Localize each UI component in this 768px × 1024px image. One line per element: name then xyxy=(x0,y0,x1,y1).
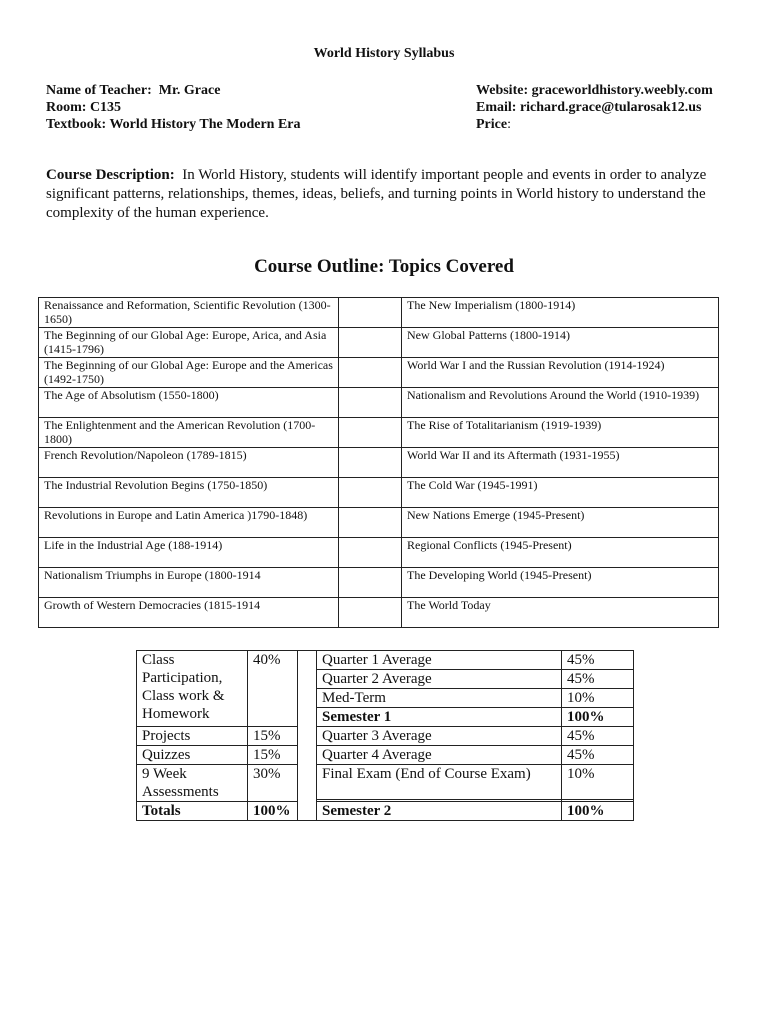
component-name: Quarter 3 Average xyxy=(317,727,562,746)
totals-weight: 100% xyxy=(248,802,298,821)
topic-gap xyxy=(339,538,402,568)
topic-left: The Enlightenment and the American Revolution (1700-1800) xyxy=(39,418,339,448)
topic-right: The Developing World (1945-Present) xyxy=(402,568,719,598)
component-weight: 10% xyxy=(562,689,634,708)
category-weight: 30% xyxy=(248,765,298,802)
topic-gap xyxy=(339,478,402,508)
category-name: Class Participation, Class work & Homework xyxy=(137,651,248,727)
topic-row xyxy=(39,328,719,358)
topic-left: The Beginning of our Global Age: Europe and the Americas (1492-1750) xyxy=(39,358,339,388)
topic-right: The Cold War (1945-1991) xyxy=(402,478,719,508)
topic-right: New Nations Emerge (1945-Present) xyxy=(402,508,719,538)
topic-left: Revolutions in Europe and Latin America )1790-1848) xyxy=(39,508,339,538)
spacer-column xyxy=(298,651,317,821)
topic-left: The Age of Absolutism (1550-1800) xyxy=(39,388,339,418)
price-line: Price: xyxy=(476,117,511,132)
category-name: Projects xyxy=(137,727,248,746)
topic-row xyxy=(39,538,719,568)
topic-row xyxy=(39,448,719,478)
topic-row xyxy=(39,418,719,448)
category-name: 9 Week Assessments xyxy=(137,765,248,802)
semester-1-total: 100% xyxy=(562,708,634,727)
topic-left: Life in the Industrial Age (188-1914) xyxy=(39,538,339,568)
page-title: World History Syllabus xyxy=(313,46,455,61)
component-weight: 45% xyxy=(562,746,634,765)
teacher-label: Name of Teacher: xyxy=(46,83,152,98)
totals-label: Totals xyxy=(137,802,248,821)
category-weight: 40% xyxy=(248,651,298,727)
topic-right: New Global Patterns (1800-1914) xyxy=(402,328,719,358)
grade-row xyxy=(137,802,634,821)
topic-right: Regional Conflicts (1945-Present) xyxy=(402,538,719,568)
topic-left: The Beginning of our Global Age: Europe, Arica, and Asia (1415-1796) xyxy=(39,328,339,358)
topic-left: The Industrial Revolution Begins (1750-1850) xyxy=(39,478,339,508)
topic-row xyxy=(39,358,719,388)
semester-1-label: Semester 1 xyxy=(317,708,562,727)
topic-gap xyxy=(339,598,402,628)
grade-row xyxy=(137,651,634,670)
email-link[interactable]: richard.grace@tularosak12.us xyxy=(519,100,702,115)
category-weight: 15% xyxy=(248,727,298,746)
topic-right: World War I and the Russian Revolution (1914-1924) xyxy=(402,358,719,388)
topic-gap xyxy=(339,298,402,328)
grade-row xyxy=(137,765,634,800)
topic-gap xyxy=(339,448,402,478)
semester-2-total: 100% xyxy=(562,802,634,821)
component-weight: 45% xyxy=(562,651,634,670)
teacher-line xyxy=(46,82,301,99)
topic-row xyxy=(39,598,719,628)
topic-left: Nationalism Triumphs in Europe (1800-1914 xyxy=(39,568,339,598)
topic-gap xyxy=(339,418,402,448)
grade-row xyxy=(137,727,634,746)
room-line xyxy=(46,99,301,116)
component-weight: 45% xyxy=(562,670,634,689)
component-name: Quarter 1 Average xyxy=(317,651,562,670)
topic-right: World War II and its Aftermath (1931-1955) xyxy=(402,448,719,478)
semester-2-label: Semester 2 xyxy=(317,802,562,821)
component-name: Final Exam (End of Course Exam) xyxy=(317,765,562,800)
topic-gap xyxy=(339,508,402,538)
topic-right: Nationalism and Revolutions Around the World (1910-1939) xyxy=(402,388,719,418)
website-label: Website: xyxy=(476,83,529,98)
contact-info xyxy=(476,82,713,133)
component-name: Quarter 2 Average xyxy=(317,670,562,689)
topic-left: Growth of Western Democracies (1815-1914 xyxy=(39,598,339,628)
topic-gap xyxy=(339,568,402,598)
component-name: Quarter 4 Average xyxy=(317,746,562,765)
component-weight: 45% xyxy=(562,727,634,746)
topic-row xyxy=(39,508,719,538)
topic-right: The New Imperialism (1800-1914) xyxy=(402,298,719,328)
email-line xyxy=(476,99,713,116)
room-value: C135 xyxy=(89,100,122,115)
grading-table xyxy=(136,650,634,821)
textbook-label: Textbook xyxy=(46,117,102,132)
topic-left: French Revolution/Napoleon (1789-1815) xyxy=(39,448,339,478)
topic-gap xyxy=(339,388,402,418)
topic-row xyxy=(39,388,719,418)
topic-gap xyxy=(339,358,402,388)
topic-right: The World Today xyxy=(402,598,719,628)
topic-right: The Rise of Totalitarianism (1919-1939) xyxy=(402,418,719,448)
topic-left: Renaissance and Reformation, Scientific Revolution (1300-1650) xyxy=(39,298,339,328)
category-weight: 15% xyxy=(248,746,298,765)
topic-row xyxy=(39,568,719,598)
website-line xyxy=(476,82,713,99)
topic-gap xyxy=(339,328,402,358)
price-label: Price xyxy=(476,117,508,132)
description-label: Course Description: xyxy=(46,167,175,183)
topic-row xyxy=(39,478,719,508)
teacher-value: Mr. Grace xyxy=(158,83,221,98)
outline-heading: Course Outline: Topics Covered xyxy=(254,256,514,277)
component-name: Med-Term xyxy=(317,689,562,708)
category-name: Quizzes xyxy=(137,746,248,765)
room-label: Room: xyxy=(46,100,87,115)
component-weight: 10% xyxy=(562,765,634,800)
website-link[interactable]: graceworldhistory.weebly.com xyxy=(531,83,713,98)
description-text: In World History, students will identify important people and events in order to analyze significant patterns, relationships, themes, ideas, beliefs, and turning points in World history to understand the complexity of the human experience. xyxy=(46,167,707,221)
topic-row xyxy=(39,298,719,328)
textbook-value: World History The Modern Era xyxy=(109,117,301,132)
course-description xyxy=(46,166,726,223)
topics-table xyxy=(38,297,719,628)
textbook-line: Textbook: World History The Modern Era xyxy=(46,117,301,132)
grade-row xyxy=(137,746,634,765)
email-label: Email: xyxy=(476,100,517,115)
teacher-info xyxy=(46,82,301,133)
